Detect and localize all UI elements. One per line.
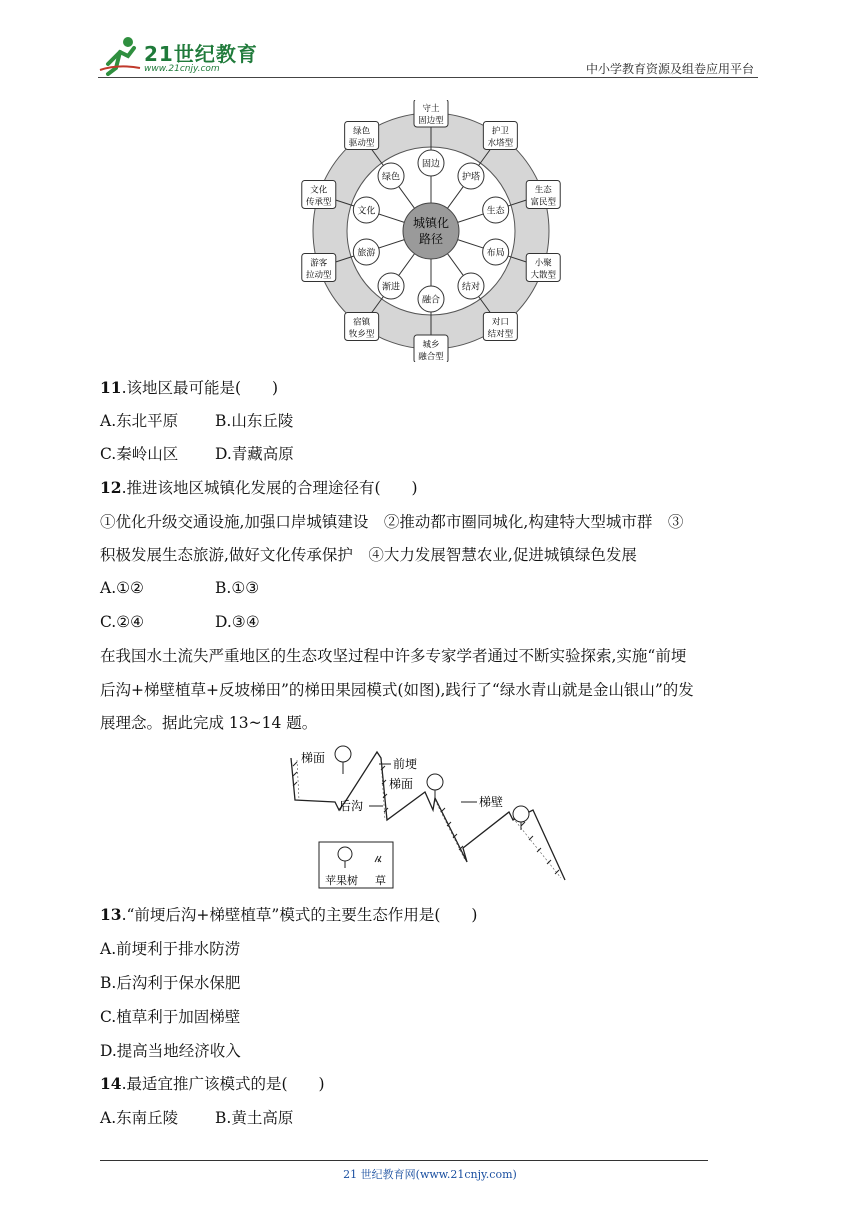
inner-node-label: 布局 xyxy=(486,248,505,259)
q12-statement-line-1: ①优化升级交通设施,加强口岸城镇建设 ②推动都市圈同城化,构建特大型城市群 ③ xyxy=(100,513,684,531)
center-node xyxy=(403,203,459,259)
legend-tree-label: 苹果树 xyxy=(325,874,358,887)
outer-type-label-1: 生态 xyxy=(534,185,552,196)
outer-type-label-2: 固边型 xyxy=(418,116,444,126)
label-terrace-wall: 梯壁 xyxy=(479,795,504,809)
passage-line-1: 在我国水土流失严重地区的生态攻坚过程中许多专家学者通过不断实验探索,实施“前埂 xyxy=(100,647,687,665)
inner-node-label: 结对 xyxy=(461,282,480,293)
outer-type-label-1: 城乡 xyxy=(422,340,440,350)
q12-option-a: A.①② xyxy=(100,579,144,597)
logo-text: 21世纪教育 xyxy=(144,42,258,66)
inner-node-label: 渐进 xyxy=(382,282,401,293)
label-back-ditch: 后沟 xyxy=(339,799,364,813)
outer-type-label-2: 富民型 xyxy=(530,197,556,208)
q11-option-c: C.秦岭山区 xyxy=(100,445,179,463)
q11-option-a: A.东北平原 xyxy=(100,412,179,430)
outer-type-label-2: 结对型 xyxy=(487,329,514,340)
legend-grass-label: 草 xyxy=(375,874,386,887)
label-front-ridge: 前埂 xyxy=(393,757,418,771)
q12-option-b: B.①③ xyxy=(215,579,260,597)
logo-url: www.21cnjy.com xyxy=(144,64,220,74)
q14-options-row1 xyxy=(100,1107,294,1129)
q11-options-row2 xyxy=(100,443,294,465)
outer-type-label-1: 对口 xyxy=(491,317,509,328)
apple-tree-icon xyxy=(335,746,529,830)
label-terrace-surface-2: 梯面 xyxy=(389,777,414,791)
outer-type-label-1: 宿镇 xyxy=(353,317,371,328)
outer-type-label-1: 绿色 xyxy=(353,126,371,137)
outer-type-label-2: 大散型 xyxy=(530,270,556,281)
q12-options-row2 xyxy=(100,611,260,633)
outer-type-label-2: 拉动型 xyxy=(306,270,332,281)
outer-type-label-1: 游客 xyxy=(310,258,328,269)
urbanization-path-diagram xyxy=(285,100,575,362)
q13-option-a: A.前埂利于排水防涝 xyxy=(100,940,241,958)
label-terrace-surface-1: 梯面 xyxy=(301,751,326,765)
q14-stem: 14.最适宜推广该模式的是( ) xyxy=(100,1074,325,1093)
outer-type-label-2: 牧乡型 xyxy=(348,329,375,340)
outer-type-label-2: 传承型 xyxy=(306,197,332,208)
inner-node-label: 文化 xyxy=(357,206,376,217)
inner-node-label: 绿色 xyxy=(382,172,401,183)
passage-line-2: 后沟+梯壁植草+反坡梯田”的梯田果园模式(如图),践行了“绿水青山就是金山银山”的发 xyxy=(100,681,694,699)
q14-option-a: A.东南丘陵 xyxy=(100,1109,179,1127)
inner-node-label: 护塔 xyxy=(461,172,480,183)
q13-option-c: C.植草利于加固梯壁 xyxy=(100,1008,241,1026)
site-logo xyxy=(98,34,263,76)
q13-option-d: D.提高当地经济收入 xyxy=(100,1042,241,1060)
outer-type-label-1: 守土 xyxy=(422,104,440,114)
q13-stem: 13.“前埂后沟+梯壁植草”模式的主要生态作用是( ) xyxy=(100,905,478,924)
q11-option-d: D.青藏高原 xyxy=(215,445,294,463)
center-label-2: 路径 xyxy=(418,232,444,246)
inner-node-label: 旅游 xyxy=(357,248,376,259)
inner-node-label: 生态 xyxy=(486,206,505,217)
outer-type-label-2: 水塔型 xyxy=(487,138,514,149)
q12-options-row1 xyxy=(100,577,260,599)
inner-node-label: 固边 xyxy=(421,159,441,170)
footer-source: 21 世纪教育网(www.21cnjy.com) xyxy=(343,1168,517,1181)
q11-stem: 11.该地区最可能是( ) xyxy=(100,378,279,397)
header-platform-name: 中小学教育资源及组卷应用平台 xyxy=(585,62,754,76)
outer-type-label-1: 文化 xyxy=(310,185,328,196)
footer-divider xyxy=(100,1160,708,1161)
q13-option-b: B.后沟利于保水保肥 xyxy=(100,974,241,992)
page-header xyxy=(98,30,758,78)
passage-line-3: 展理念。据此完成 13~14 题。 xyxy=(100,714,318,732)
q11-option-b: B.山东丘陵 xyxy=(215,412,294,430)
inner-node-label: 融合 xyxy=(421,295,441,306)
outer-type-label-1: 护卫 xyxy=(491,126,509,137)
terrace-orchard-diagram xyxy=(285,740,580,890)
header-divider xyxy=(98,77,758,78)
runner-logo-icon xyxy=(98,34,142,76)
center-label-1: 城镇化 xyxy=(412,216,450,230)
outer-type-label-1: 小聚 xyxy=(534,258,552,269)
outer-type-label-2: 驱动型 xyxy=(348,138,375,149)
q14-option-b: B.黄土高原 xyxy=(215,1109,294,1127)
q12-option-d: D.③④ xyxy=(215,613,260,631)
q12-option-c: C.②④ xyxy=(100,613,145,631)
q11-options-row1 xyxy=(100,410,294,432)
q12-statement-line-2: 积极发展生态旅游,做好文化传承保护 ④大力发展智慧农业,促进城镇绿色发展 xyxy=(100,546,637,564)
outer-type-label-2: 融合型 xyxy=(418,352,444,362)
q12-stem: 12.推进该地区城镇化发展的合理途径有( ) xyxy=(100,478,418,497)
